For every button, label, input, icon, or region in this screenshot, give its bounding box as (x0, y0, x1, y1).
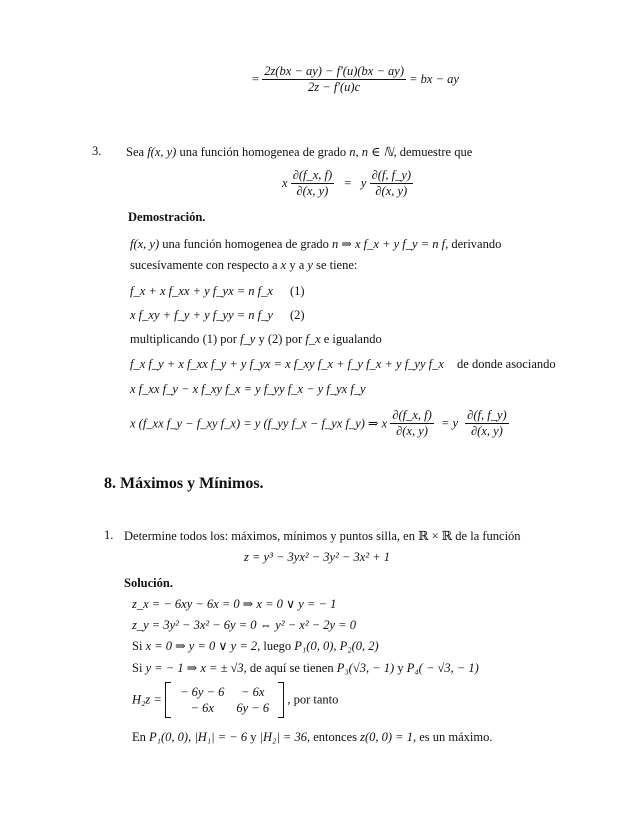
solution-title: Solución. (124, 576, 173, 590)
p1-math: ℝ × ℝ (418, 529, 453, 543)
solution-s1: z_x = − 6xy − 6x = 0 ⇒ x = 0 ∨ y = − 1 (132, 597, 337, 611)
proof-eq2: x f_xy + f_y + y f_yy = n f_y (130, 308, 273, 322)
s3-d: P₁(0, 0), P₂(0, 2) (294, 639, 379, 653)
s4-a: Si (132, 661, 143, 675)
last-g: es un máximo. (419, 730, 493, 744)
s4-d: P₃(√3, − 1) (336, 661, 395, 675)
p3-pre: Sea (126, 145, 145, 159)
problem3-goal (282, 168, 413, 199)
hess-r1c2: − 6x (241, 685, 265, 699)
pl1-b: una función homogenea de grado (162, 237, 329, 251)
proof-eq2-tag: (2) (290, 308, 305, 322)
last-a: En (132, 730, 146, 744)
proof-eq3 (130, 357, 556, 372)
goal-left-frac (291, 168, 335, 199)
eq5-num2: ∂(f, f_y) (467, 408, 507, 422)
proof-line2 (130, 258, 357, 273)
top-eq-numerator: 2z(bx − ay) − f′(u)(bx − ay) (264, 64, 404, 78)
problem1-function: z = y³ − 3yx² − 3y² − 3x² + 1 (244, 550, 391, 564)
solution-s4 (132, 660, 479, 676)
last-e: entonces (313, 730, 357, 744)
p3-fn: f(x, y) (147, 145, 177, 159)
pl2-x: x (280, 258, 287, 272)
goal-right-var: y (360, 176, 367, 190)
goal-eq: = (343, 176, 352, 190)
p1-pre: Determine todos los: máximos, mínimos y puntos silla, en (124, 529, 415, 543)
mult-f: f_x (305, 332, 321, 346)
eq5-left: x (f_xx f_y − f_xy f_x) = y (f_yy f_x − f_yx f_y) ⇒ x (130, 416, 388, 431)
p3-math: n, n ∈ ℕ, (349, 145, 397, 159)
proof-eq4: x f_xx f_y − x f_xy f_x = y f_yy f_x − y f_yx f_y (130, 382, 366, 396)
goal-left-num: ∂(f_x, f) (292, 168, 333, 182)
s3-c: luego (263, 639, 292, 653)
s4-f: P₄( − √3, − 1) (406, 661, 479, 675)
eq5-frac1 (390, 408, 434, 439)
hess-matrix (174, 684, 275, 716)
mult-e: (2) por (267, 332, 303, 346)
proof-mult (130, 332, 382, 347)
pl2-end: se tiene: (316, 258, 358, 272)
last-d: |H₂| = 36, (259, 730, 311, 744)
hess-left-bracket (165, 682, 171, 718)
proof-title: Demostración. (128, 210, 206, 224)
problem1-statement (124, 528, 521, 544)
eq5-frac2 (465, 408, 509, 439)
last-f: z(0, 0) = 1, (360, 730, 417, 744)
p3-mid: una función homogenea de grado (179, 145, 347, 159)
last-c: y (250, 730, 257, 744)
goal-right-den: ∂(x, y) (375, 184, 408, 198)
problem3-statement (126, 144, 472, 160)
solution-s3 (132, 638, 379, 654)
pl2-yv: y (307, 258, 313, 272)
s4-e: y (397, 661, 404, 675)
s4-c: de aquí se tienen (249, 661, 334, 675)
proof-eq5 (130, 408, 509, 439)
mult-g: e igualando (323, 332, 382, 346)
mult-c: f_y (240, 332, 256, 346)
hess-tail: , por tanto (287, 692, 339, 707)
hess-r1c1: − 6y − 6 (180, 685, 225, 699)
goal-left-var: x (282, 176, 288, 190)
proof-line1 (130, 236, 501, 252)
pl2-a: sucesívamente con respecto a (130, 258, 278, 272)
s4-b: y = − 1 ⇒ x = ± √3, (145, 661, 247, 675)
s3-a: Si (132, 639, 143, 653)
p1-post: de la función (455, 529, 521, 543)
mult-a: multiplicando (130, 332, 200, 346)
eq5-den1: ∂(x, y) (396, 424, 428, 438)
s3-b: x = 0 ⇒ y = 0 ∨ y = 2, (145, 639, 261, 653)
goal-left-den: ∂(x, y) (296, 184, 329, 198)
proof-eq1: f_x + x f_xx + y f_yx = n f_x (130, 284, 273, 298)
top-eq-denominator: 2z − f′(u)c (308, 80, 361, 94)
hess-label: H₂z = (132, 692, 162, 707)
hess-right-bracket (278, 682, 284, 718)
pl1-c: n ⇒ x f_x + y f_y = n f, (332, 237, 449, 251)
eq5-mid: = y (440, 416, 459, 430)
eq3-math: f_x f_y + x f_xx f_y + y f_yx = x f_xy f_x + f_y f_x + y f_yy f_x (130, 357, 444, 371)
mult-d: y (258, 332, 265, 346)
solution-last (132, 730, 493, 745)
p3-post: demuestre que (399, 145, 473, 159)
hess-r2c1: − 6x (190, 701, 214, 715)
top-eq-rhs: = bx − ay (409, 72, 459, 86)
pl1-a: f(x, y) (130, 237, 160, 251)
hess-r2c2: 6y − 6 (236, 701, 270, 715)
problem1-number: 1. (104, 528, 114, 542)
hessian (132, 682, 338, 718)
problem3-number: 3. (92, 144, 102, 158)
top-eq-fraction (262, 64, 406, 95)
goal-right-frac (370, 168, 414, 199)
top-eq-lhs: = (252, 72, 260, 86)
solution-s2: z_y = 3y² − 3x² − 6y = 0 ⇔ y² − x² − 2y = 0 (132, 618, 356, 632)
proof-eq1-tag: (1) (290, 284, 305, 298)
mult-b: (1) por (202, 332, 237, 346)
goal-right-num: ∂(f, f_y) (371, 168, 412, 182)
last-b: P₁(0, 0), |H₁| = − 6 (149, 730, 248, 744)
eq3-tail: de donde asociando (457, 357, 556, 371)
top-equation (252, 64, 459, 95)
eq5-num1: ∂(f_x, f) (392, 408, 432, 422)
eq5-den2: ∂(x, y) (470, 424, 503, 438)
pl2-ya: y a (289, 258, 305, 272)
section8-title: 8. Máximos y Mínimos. (104, 475, 264, 492)
pl1-d: derivando (451, 237, 502, 251)
